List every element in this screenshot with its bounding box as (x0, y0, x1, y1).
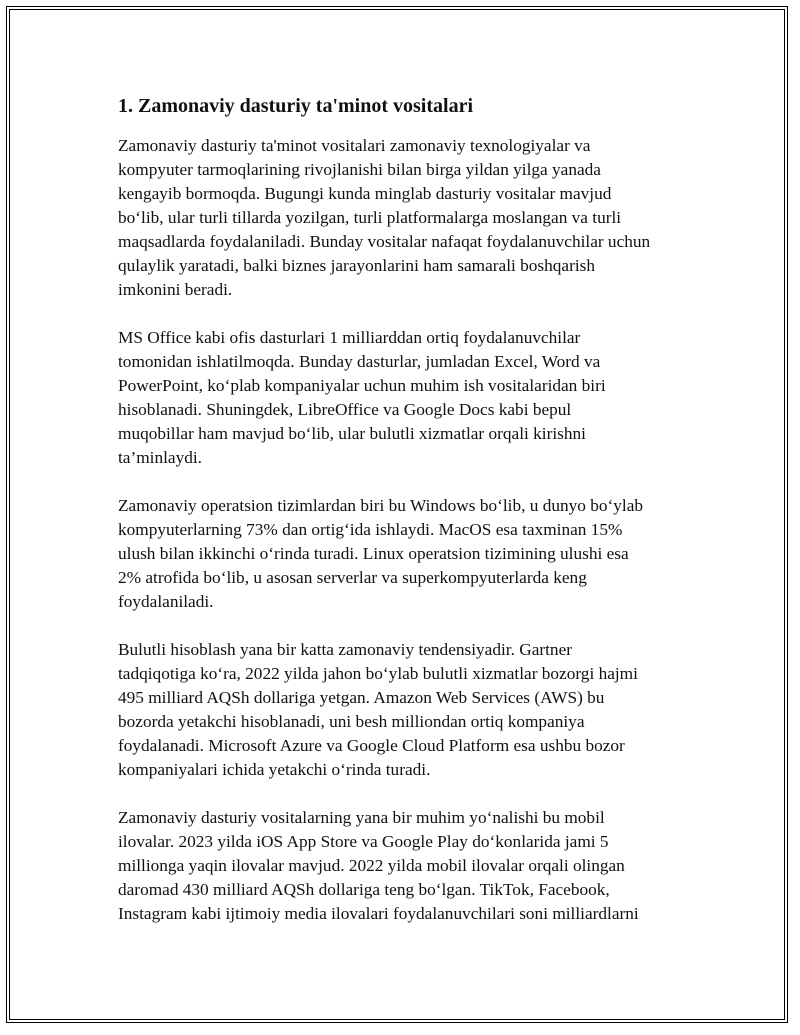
text-line: Bulutli hisoblash yana bir katta zamonaviy tendensiyadir. Gartner (118, 640, 572, 659)
text-line: foydalaniladi. (118, 592, 214, 611)
text-line: muqobillar ham mavjud bo‘lib, ular bulutli xizmatlar orqali kirishni (118, 424, 586, 443)
text-line: ulush bilan ikkinchi o‘rinda turadi. Linux operatsion tizimining ulushi esa (118, 544, 629, 563)
text-line: MS Office kabi ofis dasturlari 1 milliarddan ortiq foydalanuvchilar (118, 328, 581, 347)
text-line: kompyuterlarning 73% dan ortig‘ida ishlaydi. MacOS esa taxminan 15% (118, 520, 623, 539)
paragraph-office (118, 326, 708, 470)
text-line: ilovalar. 2023 yilda iOS App Store va Google Play do‘konlarida jami 5 (118, 832, 609, 851)
section-heading: 1. Zamonaviy dasturiy ta'minot vositalari (118, 95, 474, 117)
text-line: tadqiqotiga ko‘ra, 2022 yilda jahon bo‘ylab bulutli xizmatlar bozorgi hajmi (118, 664, 638, 683)
text-line: Zamonaviy dasturiy vositalarning yana bir muhim yo‘nalishi bu mobil (118, 808, 605, 827)
text-line: bo‘lib, ular turli tillarda yozilgan, turli platformalarga moslangan va turli (118, 208, 622, 227)
text-line: kompaniyalari ichida yetakchi o‘rinda turadi. (118, 760, 431, 779)
text-line: ta’minlaydi. (118, 448, 202, 467)
text-line: millionga yaqin ilovalar mavjud. 2022 yilda mobil ilovalar orqali olingan (118, 856, 625, 875)
paragraph-cloud (118, 638, 708, 782)
text-line: hisoblanadi. Shuningdek, LibreOffice va Google Docs kabi bepul (118, 400, 572, 419)
text-line: bozorda yetakchi hisoblanadi, uni besh milliondan ortiq kompaniya (118, 712, 585, 731)
text-line: imkonini beradi. (118, 280, 233, 299)
text-line: Zamonaviy operatsion tizimlardan biri bu Windows bo‘lib, u dunyo bo‘ylab (118, 496, 644, 515)
paragraph-mobile (118, 806, 708, 926)
text-line: maqsadlarda foydalaniladi. Bunday vositalar nafaqat foydalanuvchilar uchun (118, 232, 651, 251)
text-line: kompyuter tarmoqlarining rivojlanishi bilan birga yildan yilga yanada (118, 160, 601, 179)
paragraph-operating-systems (118, 494, 708, 614)
text-line: 495 milliard AQSh dollariga yetgan. Amazon Web Services (AWS) bu (118, 688, 605, 707)
text-line: foydalanadi. Microsoft Azure va Google Cloud Platform esa ushbu bozor (118, 736, 625, 755)
document-body (118, 92, 708, 950)
text-line: daromad 430 milliard AQSh dollariga teng bo‘lgan. TikTok, Facebook, (118, 880, 610, 899)
text-line: tomonidan ishlatilmoqda. Bunday dasturlar, jumladan Excel, Word va (118, 352, 601, 371)
paragraph-intro (118, 134, 708, 302)
text-line: kengayib bormoqda. Bugungi kunda minglab dasturiy vositalar mavjud (118, 184, 612, 203)
text-line: PowerPoint, ko‘plab kompaniyalar uchun muhim ish vositalaridan biri (118, 376, 606, 395)
text-line: 2% atrofida bo‘lib, u asosan serverlar va superkompyuterlarda keng (118, 568, 587, 587)
text-line: qulaylik yaratadi, balki biznes jarayonlarini ham samarali boshqarish (118, 256, 596, 275)
text-line: Zamonaviy dasturiy ta'minot vositalari zamonaviy texnologiyalar va (118, 136, 591, 155)
text-line: Instagram kabi ijtimoiy media ilovalari foydalanuvchilari soni milliardlarni (118, 904, 639, 923)
